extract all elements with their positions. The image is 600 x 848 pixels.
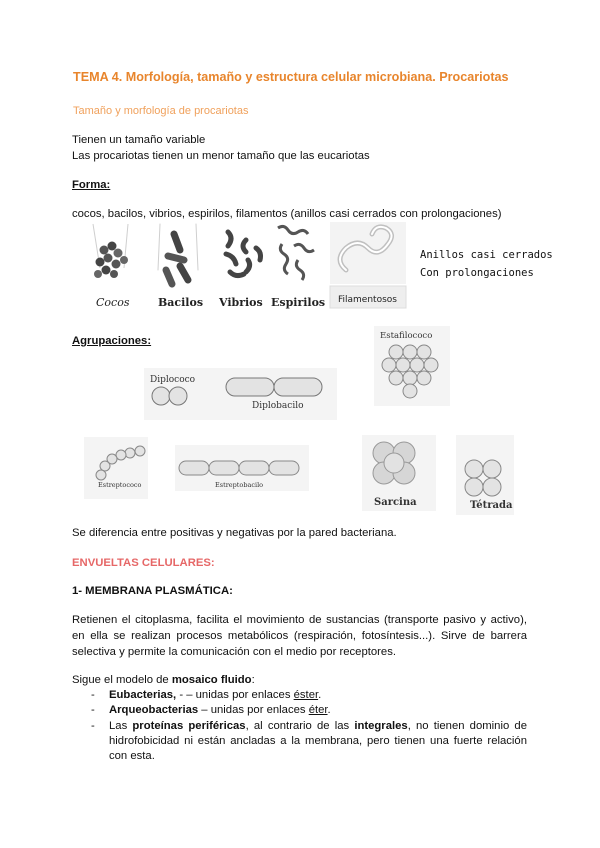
envueltas-heading: ENVUELTAS CELULARES: xyxy=(72,557,215,569)
tetrada-figure xyxy=(456,435,514,515)
mosaico-bold: mosaico fluido xyxy=(171,674,252,686)
section-subtitle: Tamaño y morfología de procariotas xyxy=(73,105,249,117)
intro-line-2: Las procariotas tienen un menor tamaño que las eucariotas xyxy=(72,150,370,162)
estafilococo-figure xyxy=(374,326,450,406)
list-item-bold: Eubacterias, xyxy=(109,689,177,701)
tetrada-label: Tétrada xyxy=(470,500,513,511)
list-item: - Eubacterias, - – unidas por enlaces éster. xyxy=(91,689,322,701)
forma-heading: Forma: xyxy=(72,179,111,191)
anillos-note-line1: Anillos casi cerrados xyxy=(420,249,553,261)
anillos-note-line2: Con prolongaciones xyxy=(420,267,534,279)
diplococo-label: Diplococo xyxy=(150,375,196,385)
sarcina-figure xyxy=(362,435,436,511)
estreptococo-label: Estreptococo xyxy=(98,481,142,489)
mosaico-line xyxy=(72,673,255,689)
list-item: - Las proteínas periféricas, al contrario de las integrales, no tienen dominio de hidrofobicidad ni están ancladas a la membrana, pero tienen una fuerte relación con esta. xyxy=(91,719,527,763)
mosaico-suffix: : xyxy=(251,674,255,686)
filamentosos-label: Filamentosos xyxy=(338,295,397,305)
cocos-illustration xyxy=(93,224,128,278)
forma-figure xyxy=(88,220,553,312)
membrana-heading: 1- MEMBRANA PLASMÁTICA: xyxy=(72,585,233,597)
estreptobacilo-label: Estreptobacilo xyxy=(215,481,264,489)
estreptobacilo-figure xyxy=(175,445,309,491)
page-title: TEMA 4. Morfología, tamaño y estructura celular microbiana. Procariotas xyxy=(73,70,509,84)
agrupaciones-heading: Agrupaciones: xyxy=(72,335,152,347)
diplobacilo-label: Diplobacilo xyxy=(252,401,304,411)
cocos-label: Cocos xyxy=(96,296,130,309)
espirilos-label: Espirilos xyxy=(271,296,326,309)
estafilococo-label: Estafilococo xyxy=(380,331,433,341)
espirilos-illustration xyxy=(278,226,314,280)
mosaico-prefix: Sigue el modelo de xyxy=(72,674,172,686)
bacilos-label: Bacilos xyxy=(158,296,204,309)
forma-text: cocos, bacilos, vibrios, espirilos, filamentos (anillos casi cerrados con prolongaciones) xyxy=(72,208,502,220)
list-item-bold: Arqueobacterias xyxy=(109,704,199,717)
vibrios-label: Vibrios xyxy=(219,296,263,309)
intro-line-1: Tienen un tamaño variable xyxy=(72,134,206,146)
membrane-list xyxy=(72,688,527,764)
sarcina-label: Sarcina xyxy=(374,497,417,508)
estreptococo-figure xyxy=(84,437,148,499)
pared-text: Se diferencia entre positivas y negativas por la pared bacteriana. xyxy=(72,527,397,539)
bacilos-illustration xyxy=(158,224,198,284)
membrana-paragraph: Retienen el citoplasma, facilita el movimiento de sustancias (transporte pasivo y activo), en ella se realizan procesos metabólicos (respiración, fotosíntesis...). Sirve de barrera selectiva y permite la comunicación con el medio por receptores. xyxy=(72,614,527,658)
vibrios-illustration xyxy=(226,232,261,276)
list-item: - Arqueobacterias – unidas por enlaces éter. xyxy=(91,704,331,717)
diplo-figure xyxy=(144,368,337,420)
